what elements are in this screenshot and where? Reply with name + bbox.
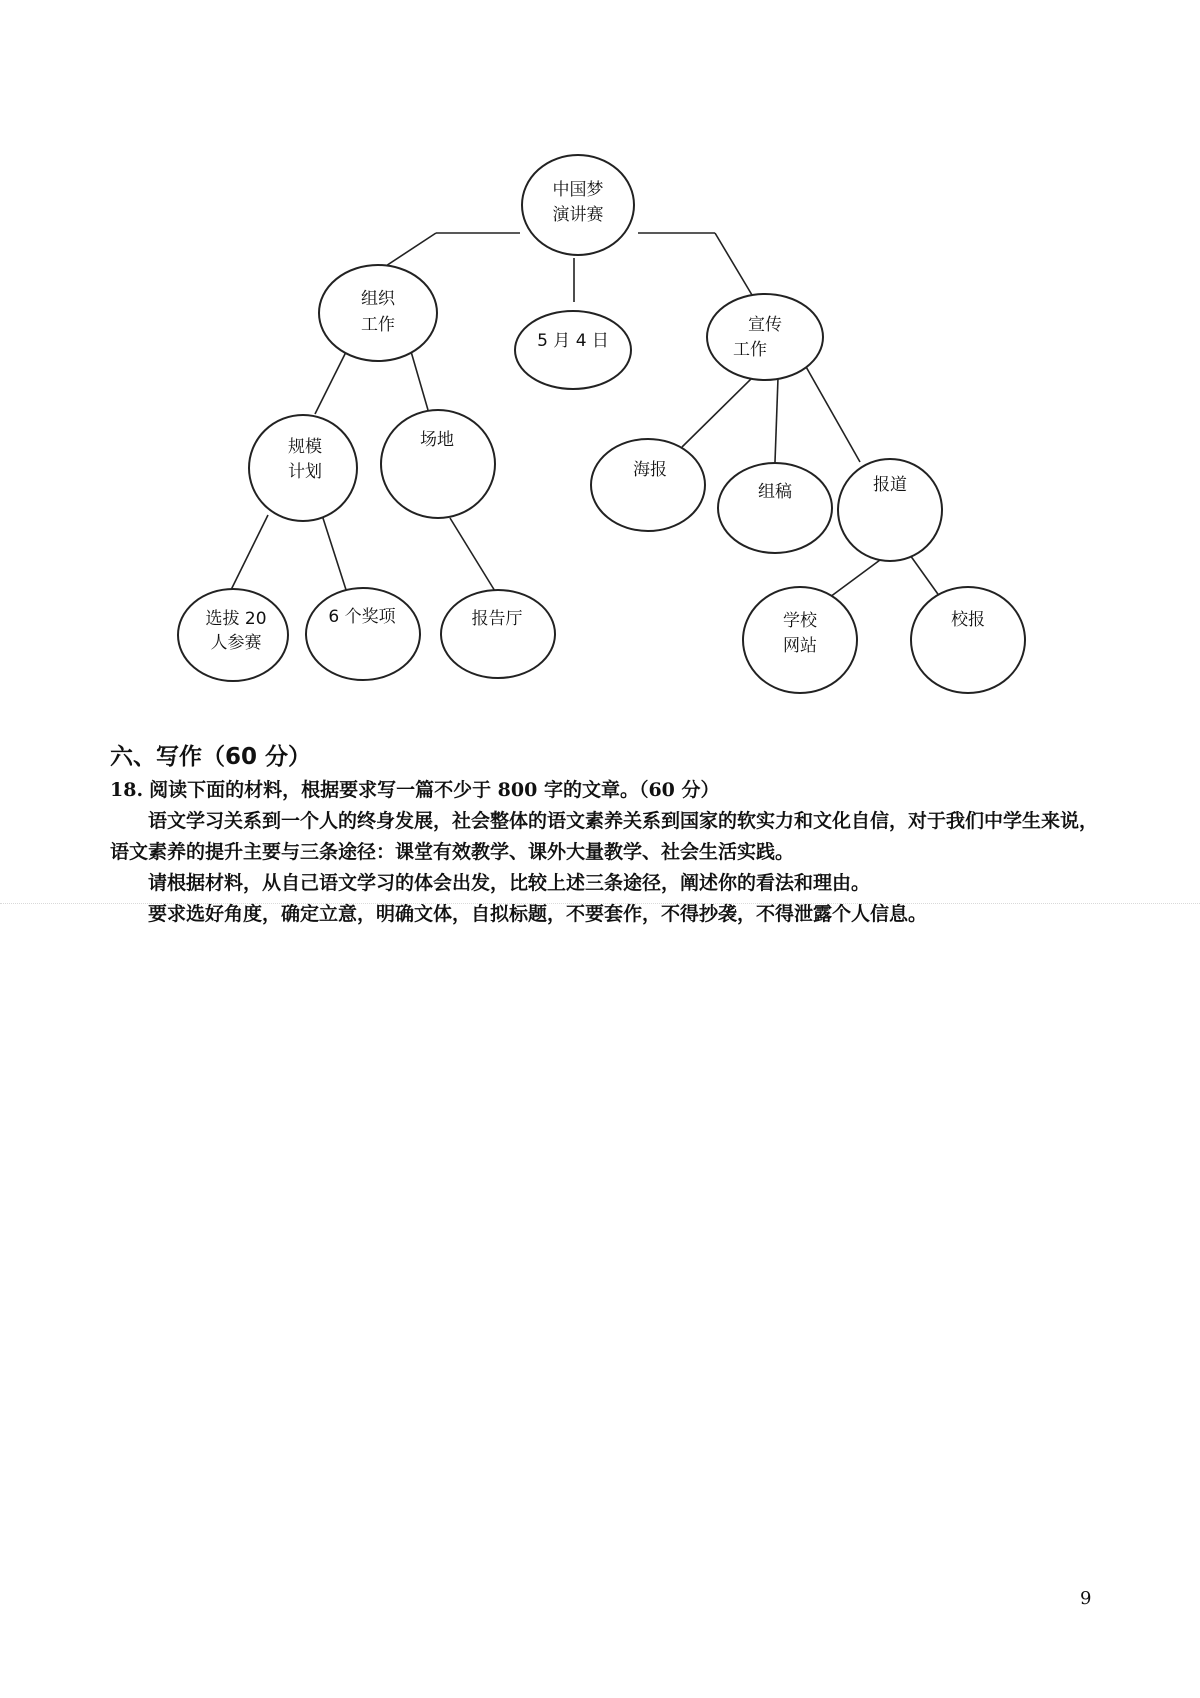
node-root	[522, 155, 634, 255]
node-scale-line2: 计划	[288, 462, 322, 482]
connector-venue-hall	[450, 518, 498, 596]
connector-scale-awards	[322, 515, 348, 596]
connector-organize-venue	[410, 348, 428, 410]
node-publicity-line2: 工作	[733, 340, 767, 360]
node-drafts-label: 组稿	[758, 482, 792, 502]
node-select	[178, 589, 288, 681]
node-root-line2: 演讲赛	[552, 205, 604, 225]
connector-report-schoolpaper	[910, 555, 940, 597]
node-date	[515, 311, 631, 389]
connector-publicity-poster	[682, 378, 752, 447]
question-prompt-line	[110, 775, 1100, 806]
node-venue-label: 场地	[420, 430, 454, 450]
node-organize-line1: 组织	[361, 289, 395, 309]
question-requirements: 要求选好角度，确定立意，明确文体，自拟标题，不要套作，不得抄袭，不得泄露个人信息。	[148, 903, 928, 925]
node-organize-line2: 工作	[361, 315, 395, 335]
connector-publicity-report	[805, 365, 860, 462]
node-date-label: 5 月 4 日	[537, 331, 609, 351]
connector-organize-scale	[315, 348, 348, 414]
node-website	[743, 587, 857, 693]
node-school-paper-label: 校报	[951, 610, 985, 630]
question-prompt: 阅读下面的材料，根据要求写一篇不少于 800 字的文章。（60 分）	[149, 779, 720, 801]
section-title: 六、写作（60 分）	[110, 744, 312, 770]
node-website-line1: 学校	[783, 611, 817, 631]
node-venue	[381, 410, 495, 518]
node-scale	[249, 415, 357, 521]
node-scale-line1: 规模	[288, 437, 322, 457]
connector-report-website	[830, 560, 880, 597]
node-awards-label: 6 个奖项	[328, 607, 396, 627]
mind-map-diagram	[0, 0, 1200, 720]
node-root-line1: 中国梦	[552, 180, 604, 200]
question-task: 请根据材料，从自己语文学习的体会出发，比较上述三条途径，阐述你的看法和理由。	[148, 872, 871, 894]
node-poster	[591, 439, 705, 531]
node-poster-label: 海报	[633, 460, 667, 480]
node-report-label: 报道	[873, 475, 907, 495]
node-organize	[319, 265, 437, 361]
node-awards	[306, 588, 420, 680]
node-publicity	[707, 294, 823, 380]
node-hall	[441, 590, 555, 678]
page-divider	[0, 903, 1200, 904]
node-hall-label: 报告厅	[471, 609, 523, 629]
node-website-line2: 网站	[783, 636, 817, 656]
question-18	[110, 775, 1100, 930]
node-publicity-line1: 宣传	[748, 315, 782, 335]
node-select-line1: 选拔 20	[205, 609, 267, 629]
node-school-paper	[911, 587, 1025, 693]
node-report	[838, 459, 942, 561]
question-number: 18.	[110, 779, 144, 801]
page-number: 9	[1080, 1588, 1092, 1609]
question-material: 语文学习关系到一个人的终身发展，社会整体的语文素养关系到国家的软实力和文化自信，对于我们中学生来说，语文素养的提升主要与三条途径：课堂有效教学、课外大量教学、社会生活实践。	[110, 810, 1099, 863]
connector-publicity-drafts	[775, 378, 778, 462]
connector-scale-select	[228, 515, 268, 596]
node-select-line2: 人参赛	[210, 633, 262, 653]
connector-root-publicity	[715, 233, 752, 295]
node-drafts	[718, 463, 832, 553]
